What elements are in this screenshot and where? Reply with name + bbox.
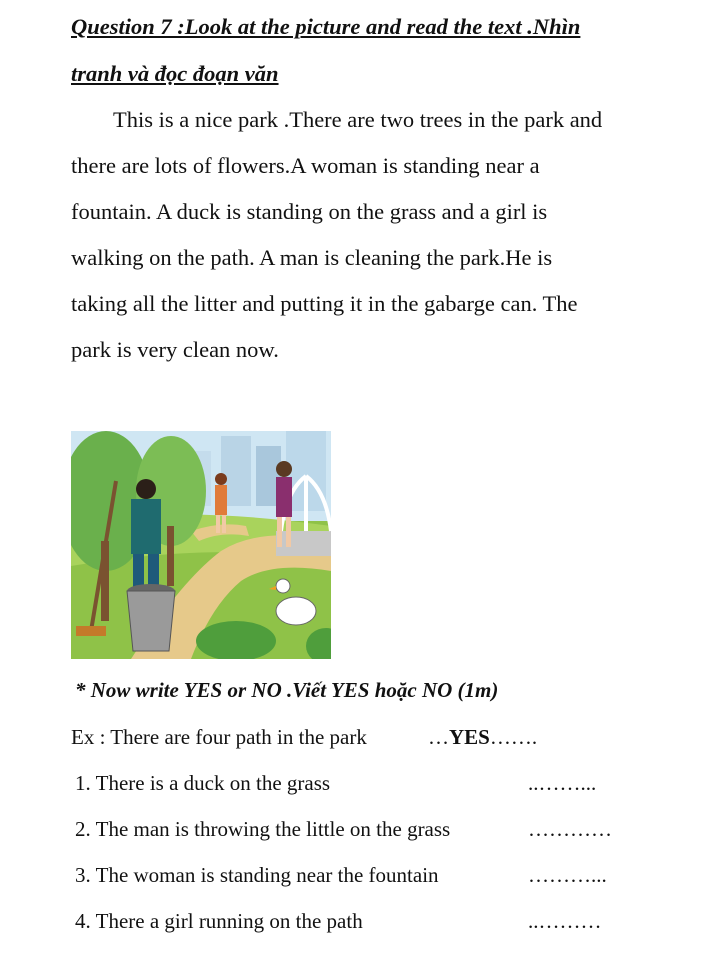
garbage-can: [127, 584, 175, 651]
passage-line: taking all the litter and putting it in the gabarge can. The: [71, 291, 578, 316]
park-illustration: [71, 431, 331, 659]
answer-blank[interactable]: ..………: [528, 909, 602, 933]
passage-line: This is a nice park .There are two trees in the park and: [113, 107, 603, 132]
passage-line: walking on the path. A man is cleaning the park.He is: [71, 245, 553, 270]
question-title-line-1: Question 7 :Look at the picture and read the text .Nhìn: [71, 14, 581, 39]
passage-line: park is very clean now.: [71, 337, 279, 362]
example-answer-value: YES: [449, 725, 490, 749]
instruction: * Now write YES or NO .Viết YES hoặc NO (1m): [75, 678, 499, 702]
example-text: Ex : There are four path in the park: [71, 725, 367, 749]
passage-line: there are lots of flowers.A woman is standing near a: [71, 153, 540, 178]
item-text: 1. There is a duck on the grass: [75, 771, 331, 795]
example-trail-dots: …….: [489, 725, 538, 749]
answer-blank[interactable]: …………: [528, 817, 612, 841]
item-text: 4. There a girl running on the path: [75, 909, 363, 933]
question-title-line-2: tranh và đọc đoạn văn: [71, 61, 279, 86]
example-lead-dots: …: [428, 725, 449, 749]
answer-blank[interactable]: ..……...: [528, 771, 597, 795]
answer-blank[interactable]: ………...: [528, 863, 607, 887]
example-answer: [428, 725, 537, 750]
item-text: 3. The woman is standing near the fountain: [75, 863, 439, 887]
passage-line: fountain. A duck is standing on the grass and a girl is: [71, 199, 548, 224]
item-text: 2. The man is throwing the little on the grass: [75, 817, 451, 841]
